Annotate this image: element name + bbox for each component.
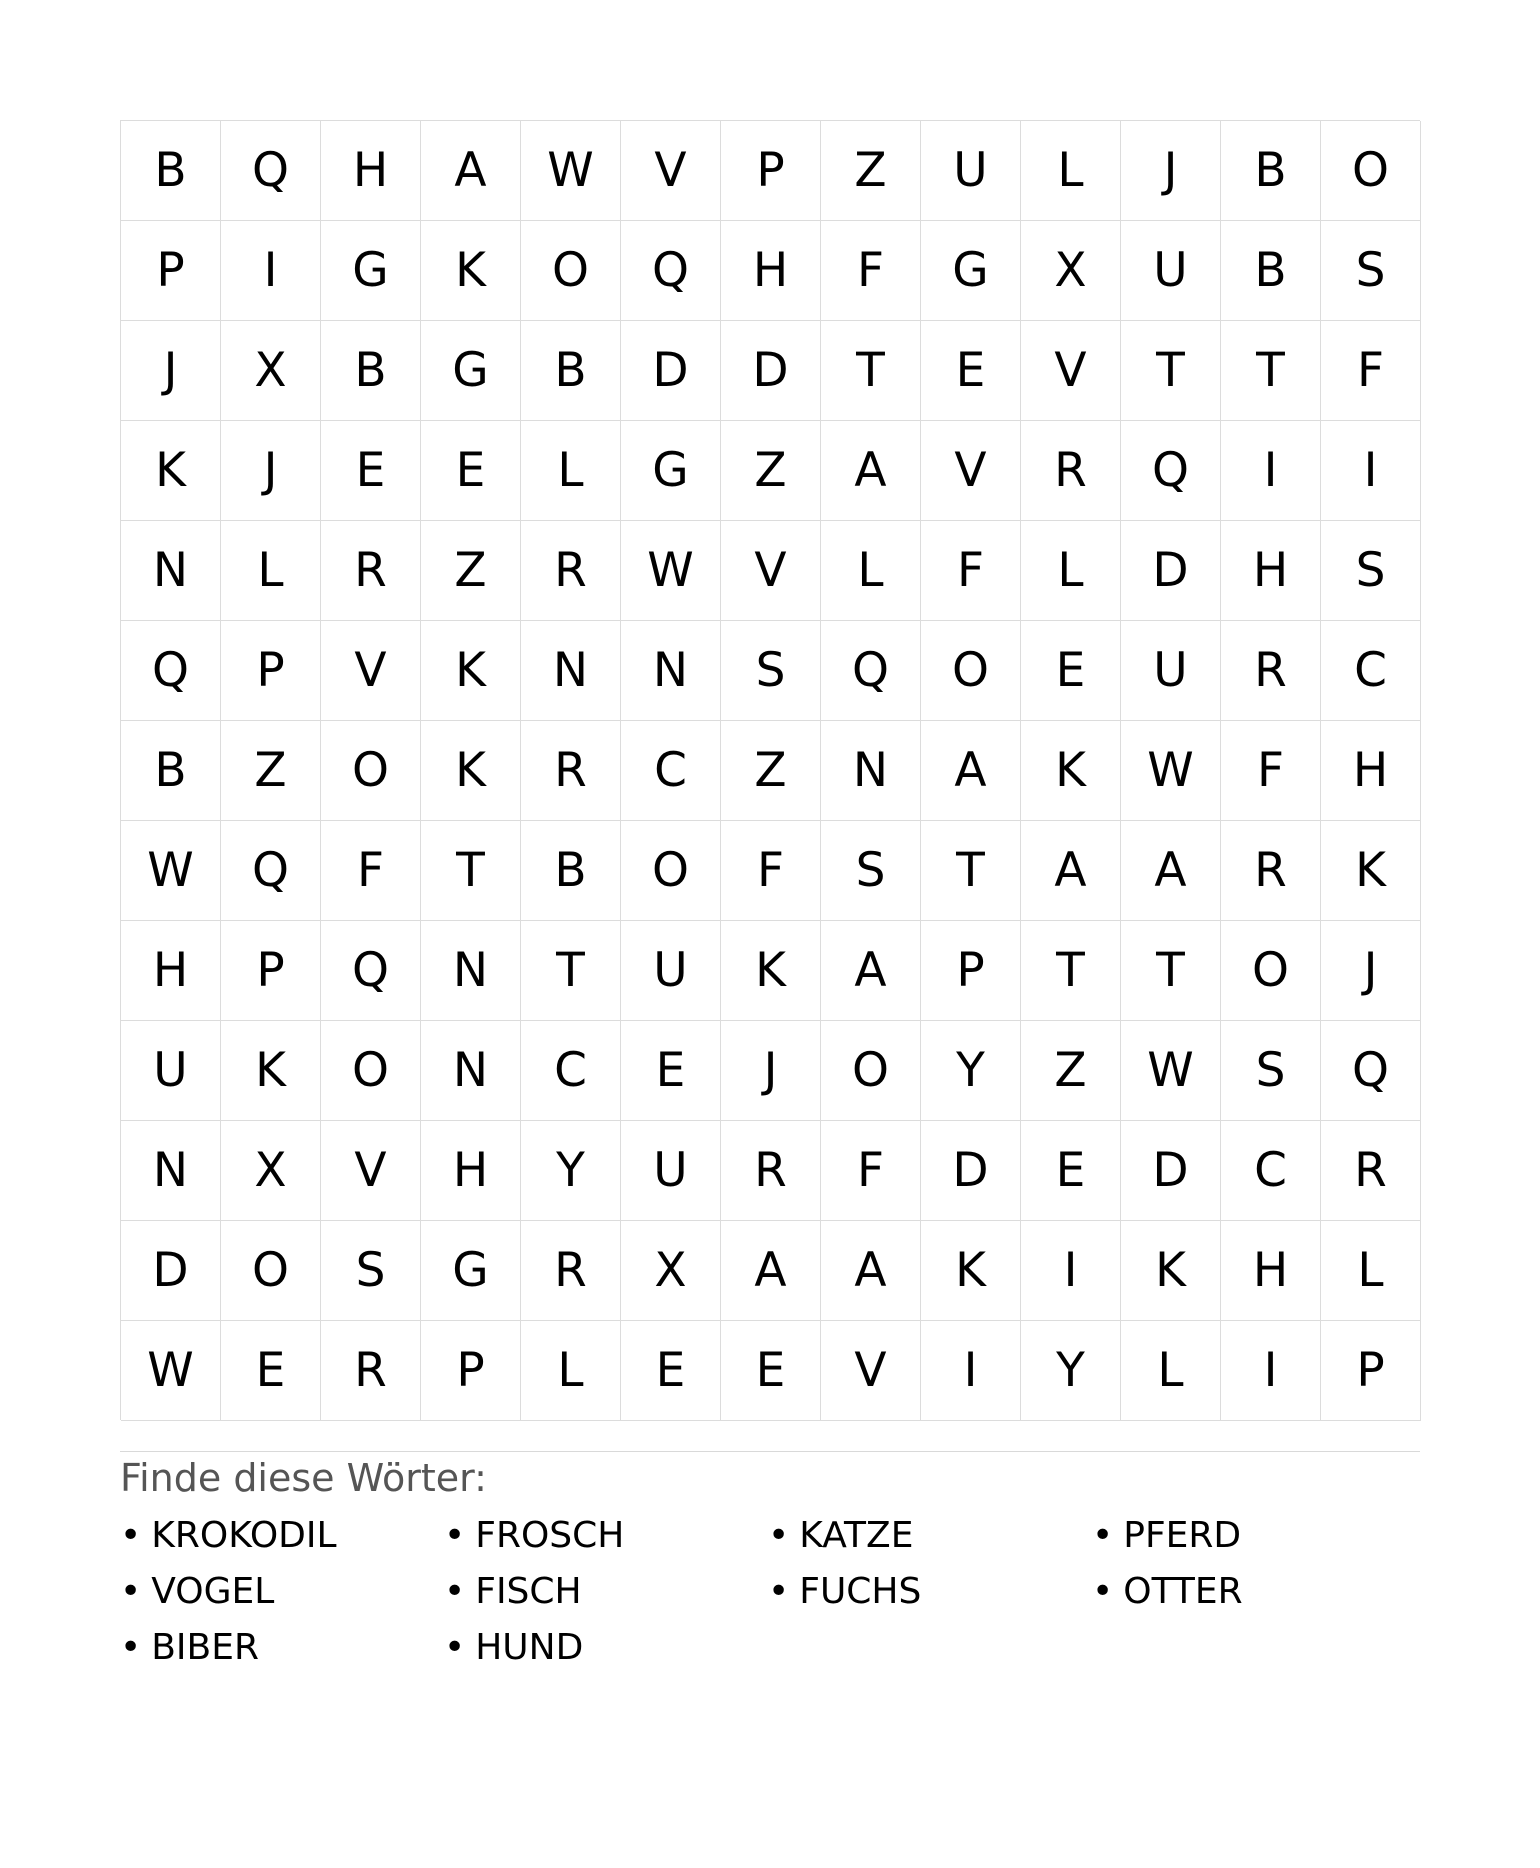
word-list-item <box>120 1624 444 1680</box>
grid-cell[interactable]: D <box>121 1221 221 1321</box>
grid-cell[interactable]: R <box>321 521 421 621</box>
grid-cell[interactable]: A <box>821 421 921 521</box>
grid-cell[interactable]: F <box>321 821 421 921</box>
grid-cell[interactable]: U <box>621 1121 721 1221</box>
grid-cell[interactable]: R <box>521 521 621 621</box>
grid-cell[interactable]: D <box>721 321 821 421</box>
grid-cell[interactable]: O <box>221 1221 321 1321</box>
grid-cell[interactable]: N <box>521 621 621 721</box>
grid-cell[interactable]: W <box>521 121 621 221</box>
grid-cell[interactable]: E <box>221 1321 321 1421</box>
grid-cell[interactable]: P <box>121 221 221 321</box>
grid-cell[interactable]: A <box>821 921 921 1021</box>
grid-cell[interactable]: L <box>521 1321 621 1421</box>
word-list-item <box>444 1512 768 1568</box>
grid-cell[interactable]: V <box>321 621 421 721</box>
grid-cell[interactable]: Q <box>121 621 221 721</box>
grid-cell[interactable]: U <box>1121 221 1221 321</box>
grid-cell[interactable]: V <box>921 421 1021 521</box>
grid-cell[interactable]: V <box>621 121 721 221</box>
bullet-icon: • <box>120 1627 142 1668</box>
grid-cell[interactable]: I <box>1221 421 1321 521</box>
grid-cell[interactable]: G <box>621 421 721 521</box>
grid-cell[interactable]: T <box>921 821 1021 921</box>
grid-cell[interactable]: A <box>1021 821 1121 921</box>
grid-cell[interactable]: Z <box>821 121 921 221</box>
word-label: FROSCH <box>475 1515 625 1556</box>
grid-cell[interactable]: A <box>921 721 1021 821</box>
grid-cell[interactable]: D <box>1121 521 1221 621</box>
grid-cell[interactable]: W <box>621 521 721 621</box>
grid-cell[interactable]: I <box>921 1321 1021 1421</box>
grid-cell[interactable]: S <box>321 1221 421 1321</box>
letter-grid <box>120 120 1420 1420</box>
grid-cell[interactable]: H <box>1221 521 1321 621</box>
grid-cell[interactable]: K <box>421 721 521 821</box>
grid-cell[interactable]: H <box>1221 1221 1321 1321</box>
grid-cell[interactable]: K <box>221 1021 321 1121</box>
grid-cell[interactable]: C <box>621 721 721 821</box>
grid-cell[interactable]: P <box>421 1321 521 1421</box>
grid-cell[interactable]: Z <box>721 421 821 521</box>
grid-cell[interactable]: F <box>1321 321 1421 421</box>
grid-cell[interactable]: H <box>1321 721 1421 821</box>
grid-cell[interactable]: P <box>721 121 821 221</box>
grid-cell[interactable]: T <box>1121 921 1221 1021</box>
grid-cell[interactable]: F <box>721 821 821 921</box>
grid-cell[interactable]: J <box>1321 921 1421 1021</box>
grid-cell[interactable]: K <box>1321 821 1421 921</box>
word-list-item <box>1092 1512 1416 1568</box>
grid-cell[interactable]: N <box>121 521 221 621</box>
grid-cell[interactable]: P <box>221 621 321 721</box>
grid-cell[interactable]: I <box>1021 1221 1121 1321</box>
grid-cell[interactable]: E <box>1021 621 1121 721</box>
grid-cell[interactable]: L <box>1021 521 1121 621</box>
grid-cell[interactable]: X <box>1021 221 1121 321</box>
grid-cell[interactable]: O <box>321 1021 421 1121</box>
grid-cell[interactable]: K <box>1021 721 1121 821</box>
grid-cell[interactable]: H <box>421 1121 521 1221</box>
grid-cell[interactable]: L <box>221 521 321 621</box>
grid-cell[interactable]: O <box>821 1021 921 1121</box>
grid-cell[interactable]: K <box>421 221 521 321</box>
grid-cell[interactable]: H <box>321 121 421 221</box>
grid-cell[interactable]: K <box>921 1221 1021 1321</box>
bullet-icon: • <box>768 1515 790 1556</box>
grid-cell[interactable]: B <box>121 721 221 821</box>
grid-cell[interactable]: C <box>1221 1121 1321 1221</box>
grid-cell[interactable]: U <box>621 921 721 1021</box>
grid-cell[interactable]: S <box>1321 521 1421 621</box>
grid-cell[interactable]: E <box>621 1021 721 1121</box>
grid-cell[interactable]: E <box>1021 1121 1121 1221</box>
grid-cell[interactable]: A <box>421 121 521 221</box>
grid-cell[interactable]: F <box>921 521 1021 621</box>
grid-cell[interactable]: O <box>521 221 621 321</box>
bullet-icon: • <box>444 1571 466 1612</box>
grid-cell[interactable]: G <box>321 221 421 321</box>
grid-cell[interactable]: B <box>521 821 621 921</box>
grid-cell[interactable]: T <box>1021 921 1121 1021</box>
grid-cell[interactable]: Q <box>821 621 921 721</box>
grid-cell[interactable]: B <box>121 121 221 221</box>
grid-cell[interactable]: R <box>721 1121 821 1221</box>
bullet-icon: • <box>120 1515 142 1556</box>
grid-cell[interactable]: U <box>121 1021 221 1121</box>
grid-cell[interactable]: G <box>421 321 521 421</box>
grid-cell[interactable]: O <box>621 821 721 921</box>
grid-cell[interactable]: B <box>321 321 421 421</box>
grid-cell[interactable]: O <box>1221 921 1321 1021</box>
word-list-prompt: Finde diese Wörter: <box>120 1456 487 1500</box>
word-list-item <box>444 1624 768 1680</box>
grid-cell[interactable]: F <box>1221 721 1321 821</box>
grid-cell[interactable]: V <box>1021 321 1121 421</box>
grid-cell[interactable]: J <box>721 1021 821 1121</box>
grid-cell[interactable]: I <box>1221 1321 1321 1421</box>
grid-cell[interactable]: K <box>121 421 221 521</box>
word-list-item <box>768 1512 1092 1568</box>
grid-cell[interactable]: Y <box>1021 1321 1121 1421</box>
grid-cell[interactable]: N <box>621 621 721 721</box>
grid-cell[interactable]: T <box>421 821 521 921</box>
grid-cell[interactable]: B <box>1221 121 1321 221</box>
grid-cell[interactable]: N <box>421 1021 521 1121</box>
grid-cell[interactable]: T <box>1221 321 1321 421</box>
grid-cell[interactable]: L <box>1121 1321 1221 1421</box>
grid-cell[interactable]: T <box>1121 321 1221 421</box>
grid-cell[interactable]: R <box>1221 821 1321 921</box>
grid-cell[interactable]: H <box>121 921 221 1021</box>
grid-cell[interactable]: I <box>1321 421 1421 521</box>
grid-cell[interactable]: P <box>221 921 321 1021</box>
grid-cell[interactable]: L <box>1021 121 1121 221</box>
grid-cell[interactable]: D <box>1121 1121 1221 1221</box>
grid-cell[interactable]: Q <box>1121 421 1221 521</box>
grid-cell[interactable]: S <box>1321 221 1421 321</box>
grid-cell[interactable]: G <box>921 221 1021 321</box>
bullet-icon: • <box>1092 1571 1114 1612</box>
divider <box>120 1451 1420 1452</box>
bullet-icon: • <box>768 1571 790 1612</box>
grid-cell[interactable]: N <box>121 1121 221 1221</box>
word-label: BIBER <box>151 1627 260 1668</box>
bullet-icon: • <box>444 1515 466 1556</box>
grid-cell[interactable]: Q <box>221 121 321 221</box>
grid-cell[interactable]: F <box>821 1121 921 1221</box>
grid-cell[interactable]: S <box>821 821 921 921</box>
word-list-item <box>444 1568 768 1624</box>
grid-cell[interactable]: R <box>1321 1121 1421 1221</box>
grid-cell[interactable]: Z <box>221 721 321 821</box>
grid-cell[interactable]: Q <box>221 821 321 921</box>
grid-cell[interactable]: C <box>521 1021 621 1121</box>
grid-cell[interactable]: F <box>821 221 921 321</box>
grid-cell[interactable]: Q <box>1321 1021 1421 1121</box>
grid-cell[interactable]: V <box>321 1121 421 1221</box>
grid-cell[interactable]: E <box>721 1321 821 1421</box>
grid-cell[interactable]: X <box>221 321 321 421</box>
grid-cell[interactable]: P <box>1321 1321 1421 1421</box>
grid-cell[interactable]: A <box>1121 821 1221 921</box>
word-label: VOGEL <box>151 1571 275 1612</box>
word-label: KROKODIL <box>151 1515 337 1556</box>
grid-cell[interactable]: T <box>521 921 621 1021</box>
grid-cell[interactable]: R <box>1021 421 1121 521</box>
grid-cell[interactable]: X <box>221 1121 321 1221</box>
grid-cell[interactable]: Q <box>621 221 721 321</box>
grid-cell[interactable]: Y <box>521 1121 621 1221</box>
word-label: FISCH <box>475 1571 582 1612</box>
grid-cell[interactable]: K <box>721 921 821 1021</box>
grid-cell[interactable]: Z <box>421 521 521 621</box>
grid-cell[interactable]: V <box>721 521 821 621</box>
grid-cell[interactable]: Y <box>921 1021 1021 1121</box>
grid-cell[interactable]: J <box>221 421 321 521</box>
word-list-item <box>120 1512 444 1568</box>
grid-cell[interactable]: R <box>321 1321 421 1421</box>
grid-cell[interactable]: R <box>1221 621 1321 721</box>
grid-cell[interactable]: B <box>1221 221 1321 321</box>
grid-cell[interactable]: E <box>321 421 421 521</box>
grid-cell[interactable]: R <box>521 721 621 821</box>
grid-cell[interactable]: W <box>1121 1021 1221 1121</box>
grid-cell[interactable]: I <box>221 221 321 321</box>
word-label: KATZE <box>799 1515 914 1556</box>
grid-cell[interactable]: Z <box>721 721 821 821</box>
grid-cell[interactable]: C <box>1321 621 1421 721</box>
grid-cell[interactable]: Z <box>1021 1021 1121 1121</box>
grid-cell[interactable]: K <box>421 621 521 721</box>
word-list-item <box>1092 1568 1416 1624</box>
word-label: FUCHS <box>799 1571 922 1612</box>
bullet-icon: • <box>120 1571 142 1612</box>
grid-cell[interactable]: Q <box>321 921 421 1021</box>
grid-cell[interactable]: S <box>721 621 821 721</box>
word-label: HUND <box>475 1627 584 1668</box>
grid-cell[interactable]: J <box>1121 121 1221 221</box>
word-label: PFERD <box>1123 1515 1242 1556</box>
grid-cell[interactable]: P <box>921 921 1021 1021</box>
grid-cell[interactable]: O <box>921 621 1021 721</box>
grid-cell[interactable]: D <box>621 321 721 421</box>
word-list-item <box>120 1568 444 1624</box>
grid-cell[interactable]: E <box>921 321 1021 421</box>
grid-cell[interactable]: J <box>121 321 221 421</box>
grid-cell[interactable]: A <box>721 1221 821 1321</box>
grid-cell[interactable]: L <box>1321 1221 1421 1321</box>
grid-cell[interactable]: S <box>1221 1021 1321 1121</box>
grid-cell[interactable]: L <box>821 521 921 621</box>
grid-cell[interactable]: W <box>121 1321 221 1421</box>
grid-cell[interactable]: B <box>521 321 621 421</box>
grid-cell[interactable]: W <box>121 821 221 921</box>
grid-cell[interactable]: V <box>821 1321 921 1421</box>
word-list-item <box>768 1568 1092 1624</box>
grid-cell[interactable]: N <box>821 721 921 821</box>
grid-cell[interactable]: W <box>1121 721 1221 821</box>
grid-cell[interactable]: T <box>821 321 921 421</box>
grid-cell[interactable]: X <box>621 1221 721 1321</box>
grid-cell[interactable]: A <box>821 1221 921 1321</box>
grid-cell[interactable]: H <box>721 221 821 321</box>
word-label: OTTER <box>1123 1571 1243 1612</box>
grid-cell[interactable]: D <box>921 1121 1021 1221</box>
bullet-icon: • <box>444 1627 466 1668</box>
bullet-icon: • <box>1092 1515 1114 1556</box>
grid-cell[interactable]: G <box>421 1221 521 1321</box>
grid-cell[interactable]: L <box>521 421 621 521</box>
grid-cell[interactable]: E <box>421 421 521 521</box>
grid-cell[interactable]: O <box>1321 121 1421 221</box>
grid-cell[interactable]: R <box>521 1221 621 1321</box>
grid-cell[interactable]: U <box>921 121 1021 221</box>
grid-cell[interactable]: K <box>1121 1221 1221 1321</box>
grid-cell[interactable]: N <box>421 921 521 1021</box>
word-list <box>120 1512 1420 1680</box>
grid-cell[interactable]: U <box>1121 621 1221 721</box>
grid-cell[interactable]: O <box>321 721 421 821</box>
grid-cell[interactable]: E <box>621 1321 721 1421</box>
